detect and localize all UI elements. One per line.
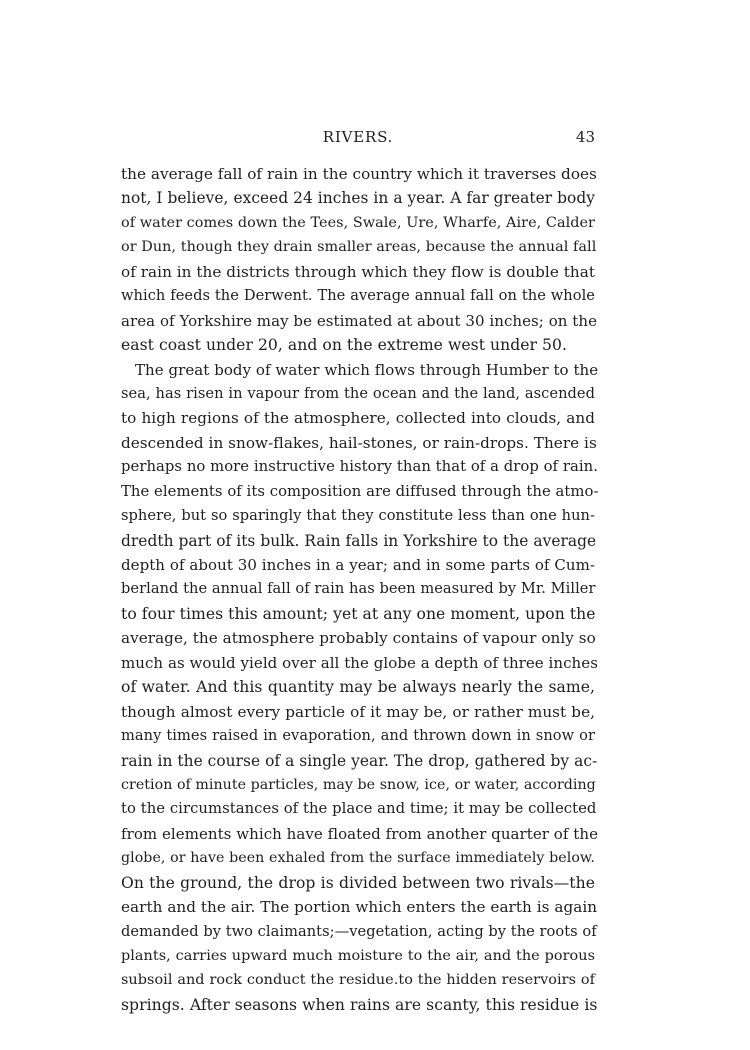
text-line: to high regions of the atmosphere, collected into clouds, and <box>121 409 595 428</box>
text-line: many times raised in evaporation, and thrown down in snow or <box>121 727 595 745</box>
text-line: The great body of water which flows through Humber to the <box>135 360 599 379</box>
text-line: rain in the course of a single year. The drop, gathered by ac- <box>121 751 598 770</box>
text-line: earth and the air. The portion which enters the earth is again <box>121 898 598 917</box>
text-line: sphere, but so sparingly that they constitute less than one hun- <box>121 507 595 525</box>
text-line: perhaps no more instructive history than that of a drop of rain. <box>121 458 598 476</box>
text-line: descended in snow-flakes, hail-stones, or rain-drops. There is <box>121 433 597 452</box>
text-line: to four times this amount; yet at any one moment, upon the <box>121 604 596 623</box>
text-line: east coast under 20, and on the extreme west under 50. <box>121 336 567 355</box>
text-line: not, I believe, exceed 24 inches in a year. A far greater body <box>121 189 595 208</box>
text-line: demanded by two claimants;—vegetation, acting by the roots of <box>121 922 597 940</box>
text-line: area of Yorkshire may be estimated at about 30 inches; on the <box>121 311 598 330</box>
text-line: to the circumstances of the place and time; it may be collected <box>121 800 597 818</box>
text-line: depth of about 30 inches in a year; and in some parts of Cum- <box>121 556 595 574</box>
text-line: average, the atmosphere probably contains of vapour only so <box>121 629 596 648</box>
text-line: the average fall of rain in the country which it traverses does <box>121 165 597 183</box>
text-line: dredth part of its bulk. Rain falls in Yorkshire to the average <box>121 531 597 550</box>
text-line: of water comes down the Tees, Swale, Ure, Wharfe, Aire, Calder <box>121 214 595 231</box>
text-line: or Dun, though they drain smaller areas, because the annual fall <box>121 239 597 256</box>
text-line: much as would yield over all the globe a depth of three inches <box>121 653 598 672</box>
text-line: subsoil and rock conduct the residue.to the hidden reservoirs of <box>121 972 595 989</box>
text-line: from elements which have floated from another quarter of the <box>121 824 599 843</box>
body-text <box>121 162 599 1017</box>
text-line: globe, or have been exhaled from the surface immediately below. <box>121 850 595 867</box>
running-title: RIVERS. <box>322 128 394 146</box>
text-line: plants, carries upward much moisture to the air, and the porous <box>121 948 595 964</box>
running-head <box>121 128 595 152</box>
text-line: springs. After seasons when rains are scanty, this residue is <box>121 995 598 1014</box>
text-line: sea, has risen in vapour from the ocean and the land, ascended <box>121 384 595 402</box>
page-number: 43 <box>575 128 595 146</box>
text-line: cretion of minute particles, may be snow, ice, or water, according <box>121 776 596 793</box>
text-line: of rain in the districts through which they flow is double that <box>121 262 595 281</box>
text-line: which feeds the Derwent. The average annual fall on the whole <box>121 287 595 305</box>
text-line: berland the annual fall of rain has been measured by Mr. Miller <box>121 580 596 598</box>
text-line: The elements of its composition are diffused through the atmo- <box>121 482 599 500</box>
text-line: On the ground, the drop is divided between two rivals—the <box>121 873 595 892</box>
text-line: of water. And this quantity may be always nearly the same, <box>121 678 595 697</box>
text-line: though almost every particle of it may be, or rather must be, <box>121 702 595 721</box>
